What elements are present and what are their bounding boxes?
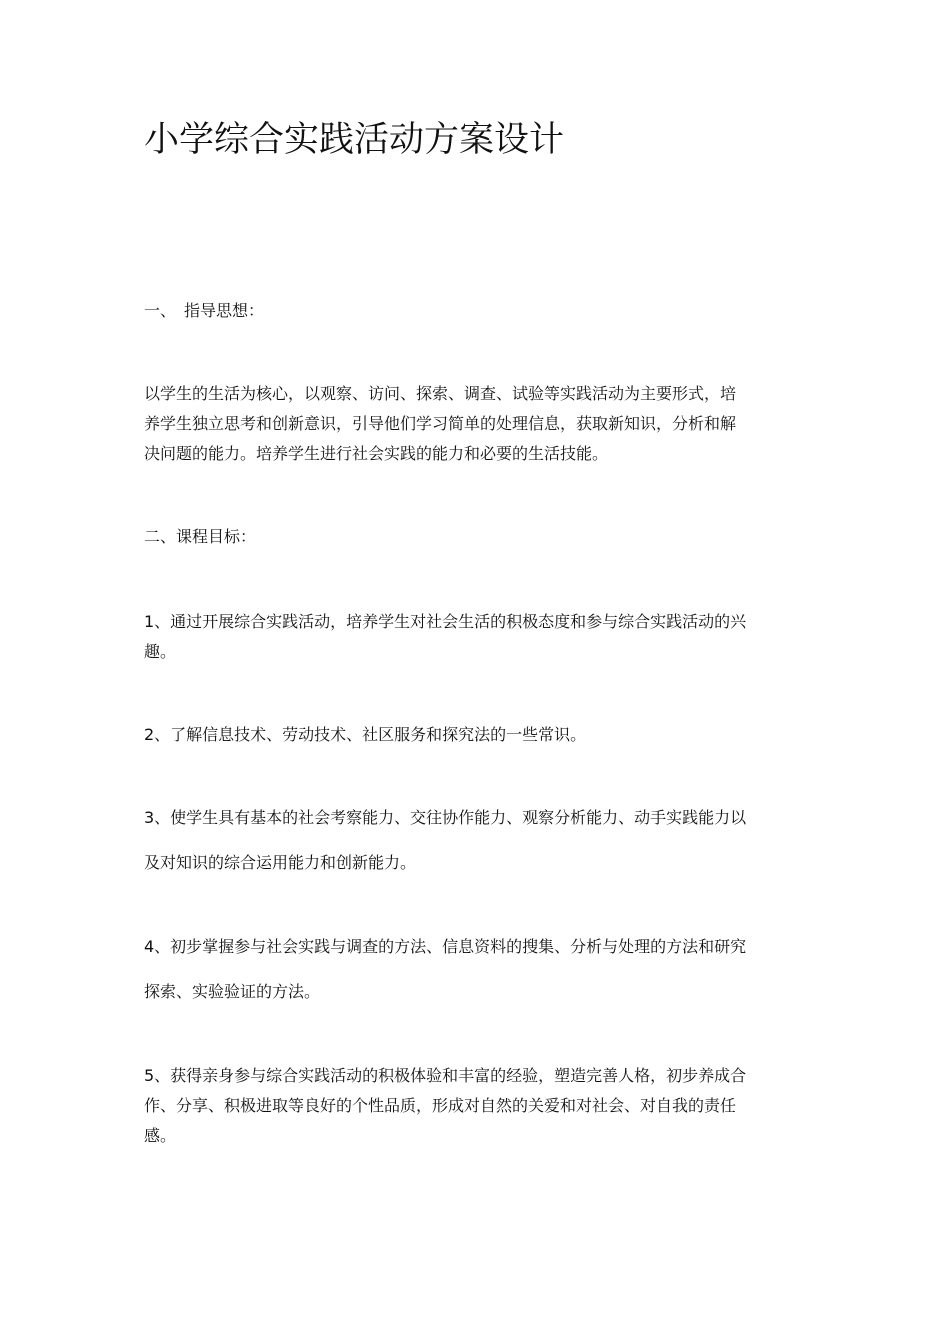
goal-5-line: 5、获得亲身参与综合实践活动的积极体验和丰富的经验，塑造完善人格，初步养成合 — [144, 1066, 747, 1085]
section-heading-course-goals: 二、课程目标： — [144, 527, 257, 546]
document-title: 小学综合实践活动方案设计 — [144, 120, 565, 160]
goal-1-line: 1、通过开展综合实践活动，培养学生对社会生活的积极态度和参与综合实践活动的兴 — [144, 612, 747, 631]
paragraph-line: 决问题的能力。培养学生进行社会实践的能力和必要的生活技能。 — [144, 444, 609, 463]
goal-5-line: 感。 — [144, 1126, 177, 1145]
goal-3-line: 及对知识的综合运用能力和创新能力。 — [144, 853, 417, 872]
goal-5-line: 作、分享、积极进取等良好的个性品质，形成对自然的关爱和对社会、对自我的责任 — [144, 1096, 737, 1115]
goal-4-line: 4、初步掌握参与社会实践与调查的方法、信息资料的搜集、分析与处理的方法和研究 — [144, 937, 747, 956]
paragraph-line: 养学生独立思考和创新意识，引导他们学习简单的处理信息，获取新知识，分析和解 — [144, 414, 737, 433]
goal-1-line: 趣。 — [144, 642, 177, 661]
goal-4-line: 探索、实验验证的方法。 — [144, 982, 321, 1001]
goal-2-line: 2、了解信息技术、劳动技术、社区服务和探究法的一些常识。 — [144, 725, 587, 744]
goal-3-line: 3、使学生具有基本的社会考察能力、交往协作能力、观察分析能力、动手实践能力以 — [144, 808, 747, 827]
section-heading-guiding-ideology: 一、 指导思想： — [144, 301, 265, 320]
paragraph-line: 以学生的生活为核心，以观察、访问、探索、调查、试验等实践活动为主要形式，培 — [144, 384, 737, 403]
